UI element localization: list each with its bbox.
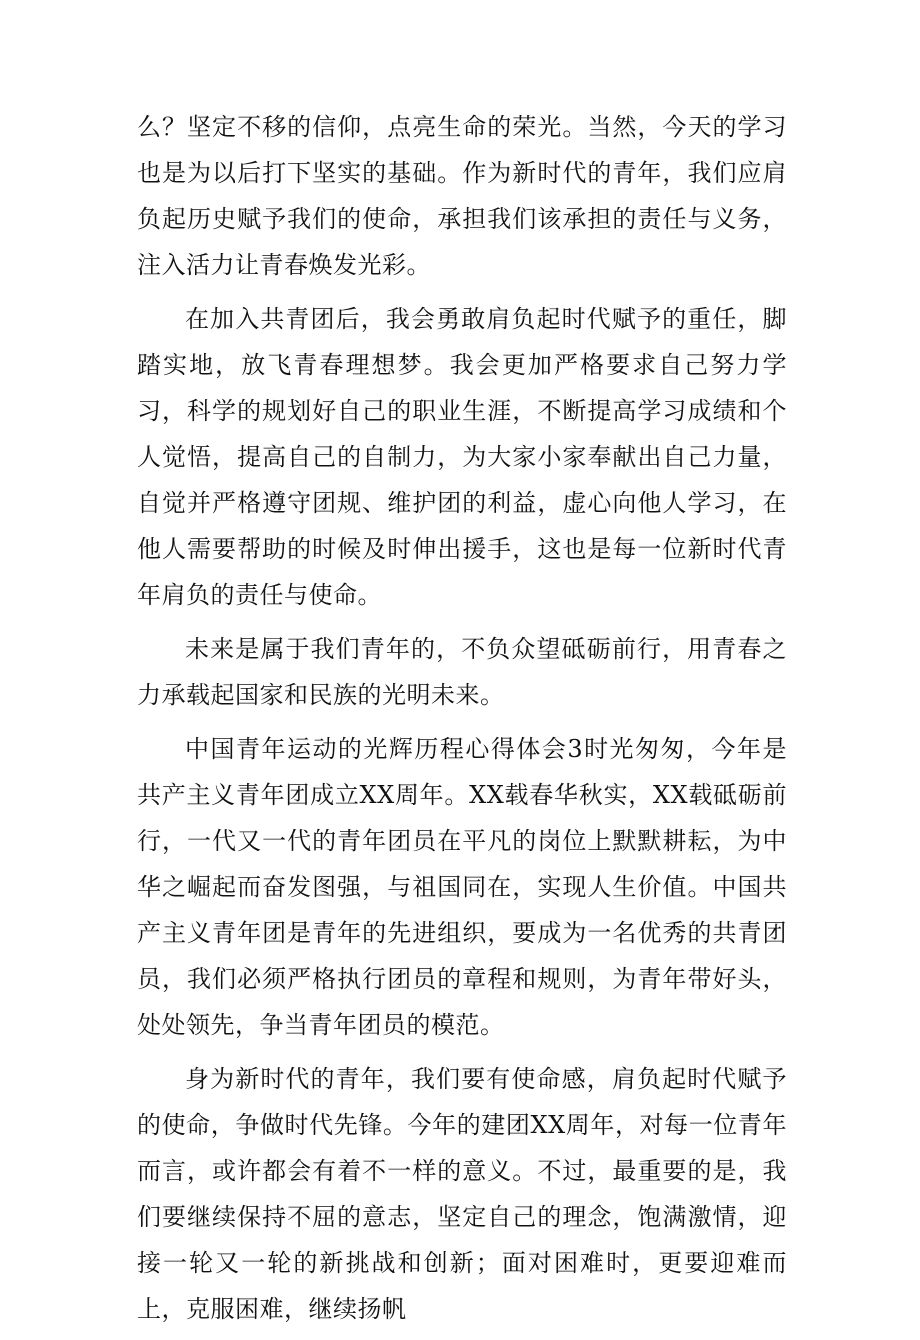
paragraph-1: 么？坚定不移的信仰，点亮生命的荣光。当然，今天的学习也是为以后打下坚实的基础。作为新时代的青年，我们应肩负起历史赋予我们的使命，承担我们该承担的责任与义务，注入活力让青春焕发光彩。 (137, 113, 787, 279)
paragraph-5: 身为新时代的青年，我们要有使命感，肩负起时代赋予的使命，争做时代先锋。今年的建团XX周年，对每一位青年而言，或许都会有着不一样的意义。不过，最重要的是，我们要继续保持不屈的意志，坚定自己的理念，饱满激情，迎接一轮又一轮的新挑战和创新；面对困难时，更要迎难而上，克服困难，继续扬帆 (137, 1065, 787, 1323)
paragraph-3: 未来是属于我们青年的，不负众望砥砺前行，用青春之力承载起国家和民族的光明未来。 (137, 635, 787, 709)
paragraph-2: 在加入共青团后，我会勇敢肩负起时代赋予的重任，脚踏实地，放飞青春理想梦。我会更加严格要求自己努力学习，科学的规划好自己的职业生涯，不断提高学习成绩和个人觉悟，提高自己的自制力，为大家小家奉献出自己力量，自觉并严格遵守团规、维护团的利益，虚心向他人学习，在他人需要帮助的时候及时伸出援手，这也是每一位新时代青年肩负的责任与使命。 (137, 305, 787, 609)
document-body (137, 104, 787, 1340)
paragraph-4: 中国青年运动的光辉历程心得体会3时光匆匆，今年是共产主义青年团成立XX周年。XX载春华秋实，XX载砥砺前行，一代又一代的青年团员在平凡的岗位上默默耕耘，为中华之崛起而奋发图强，与祖国同在，实现人生价值。中国共产主义青年团是青年的先进组织，要成为一名优秀的共青团员，我们必须严格执行团员的章程和规则，为青年带好头，处处领先，争当青年团员的模范。 (137, 735, 787, 1039)
